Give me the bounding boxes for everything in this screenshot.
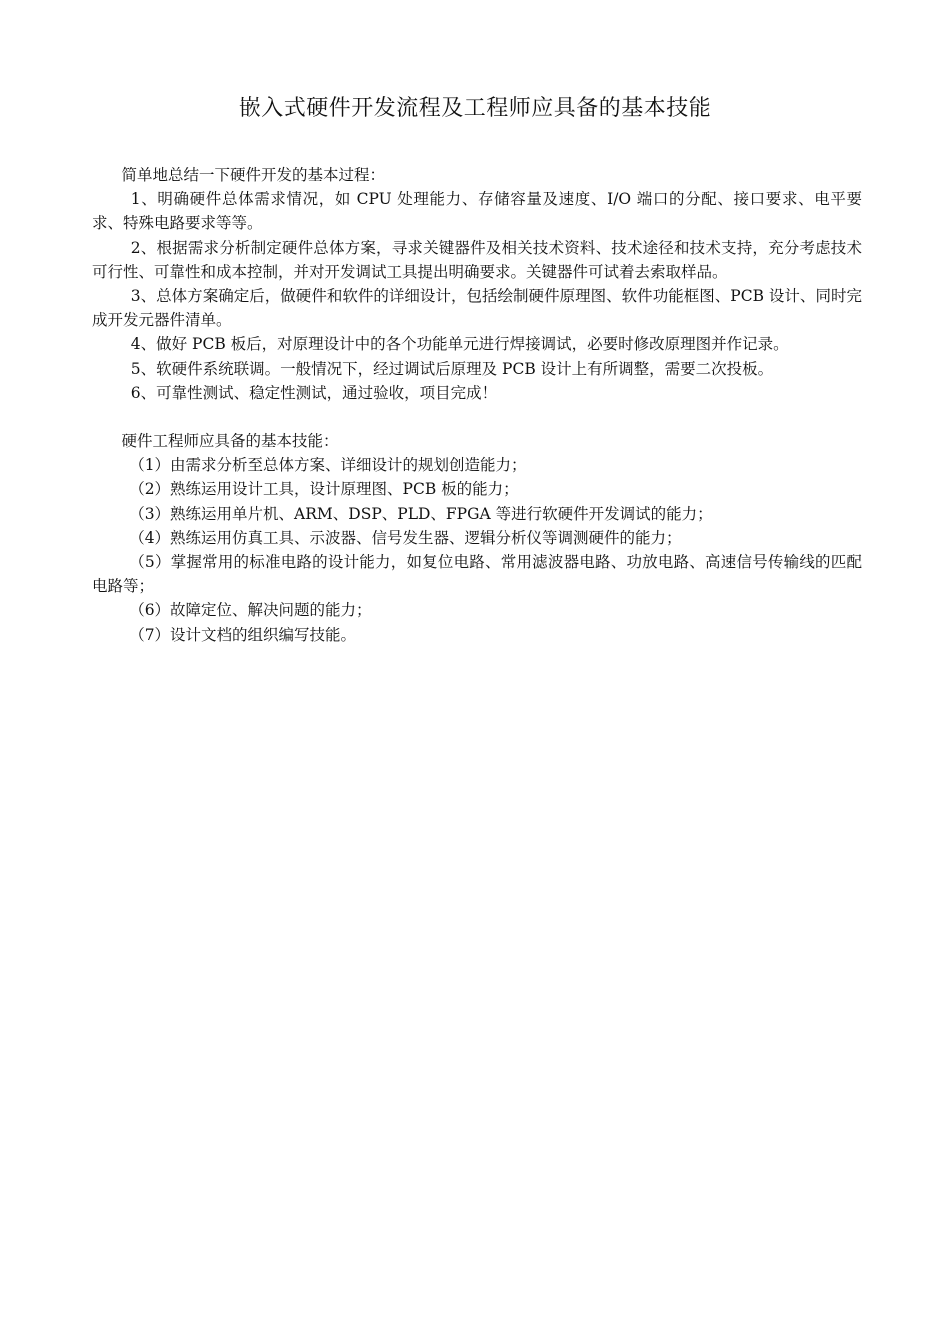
skill-item: （3）熟练运用单片机、ARM、DSP、PLD、FPGA 等进行软硬件开发调试的能力； — [129, 504, 713, 523]
skills-intro: 硬件工程师应具备的基本技能： — [121, 432, 339, 451]
skill-item: （7）设计文档的组织编写技能。 — [129, 625, 357, 644]
process-step: 5、软硬件系统联调。一般情况下，经过调试后原理及 PCB 设计上有所调整，需要二次投板。 — [130, 359, 774, 378]
process-intro: 简单地总结一下硬件开发的基本过程： — [121, 166, 385, 184]
skill-item: （1）由需求分析至总体方案、详细设计的规划创造能力； — [129, 456, 527, 475]
process-step: 2、根据需求分析制定硬件总体方案，寻求关键器件及相关技术资料、技术途径和技术支持，充分考虑技术可行性、可靠性和成本控制，并对开发调试工具提出明确要求。关键器件可试着去索取样品。 — [92, 238, 862, 281]
section-spacer — [92, 405, 862, 429]
process-step: 1、明确硬件总体需求情况，如 CPU 处理能力、存储容量及速度、I/O 端口的分配、接口要求、电平要求、特殊电路要求等等。 — [92, 190, 862, 233]
skill-item: （2）熟练运用设计工具，设计原理图、PCB 板的能力； — [129, 480, 519, 499]
skill-item: （5）掌握常用的标准电路的设计能力，如复位电路、常用滤波器电路、功放电路、高速信号传输线的匹配电路等； — [92, 553, 862, 596]
skill-item: （4）熟练运用仿真工具、示波器、信号发生器、逻辑分析仪等调测硬件的能力； — [129, 528, 682, 547]
process-section — [92, 163, 862, 405]
skill-item: （6）故障定位、解决问题的能力； — [129, 601, 372, 620]
process-step: 6、可靠性测试、稳定性测试，通过验收，项目完成！ — [130, 383, 498, 402]
process-step: 3、总体方案确定后，做硬件和软件的详细设计，包括绘制硬件原理图、软件功能框图、PCB 设计、同时完成开发元器件清单。 — [92, 287, 862, 330]
document-title: 嵌入式硬件开发流程及工程师应具备的基本技能 — [238, 96, 712, 121]
document-body — [92, 163, 862, 647]
skills-section — [92, 429, 862, 647]
process-step: 4、做好 PCB 板后，对原理设计中的各个功能单元进行焊接调试，必要时修改原理图并作记录。 — [130, 335, 789, 354]
